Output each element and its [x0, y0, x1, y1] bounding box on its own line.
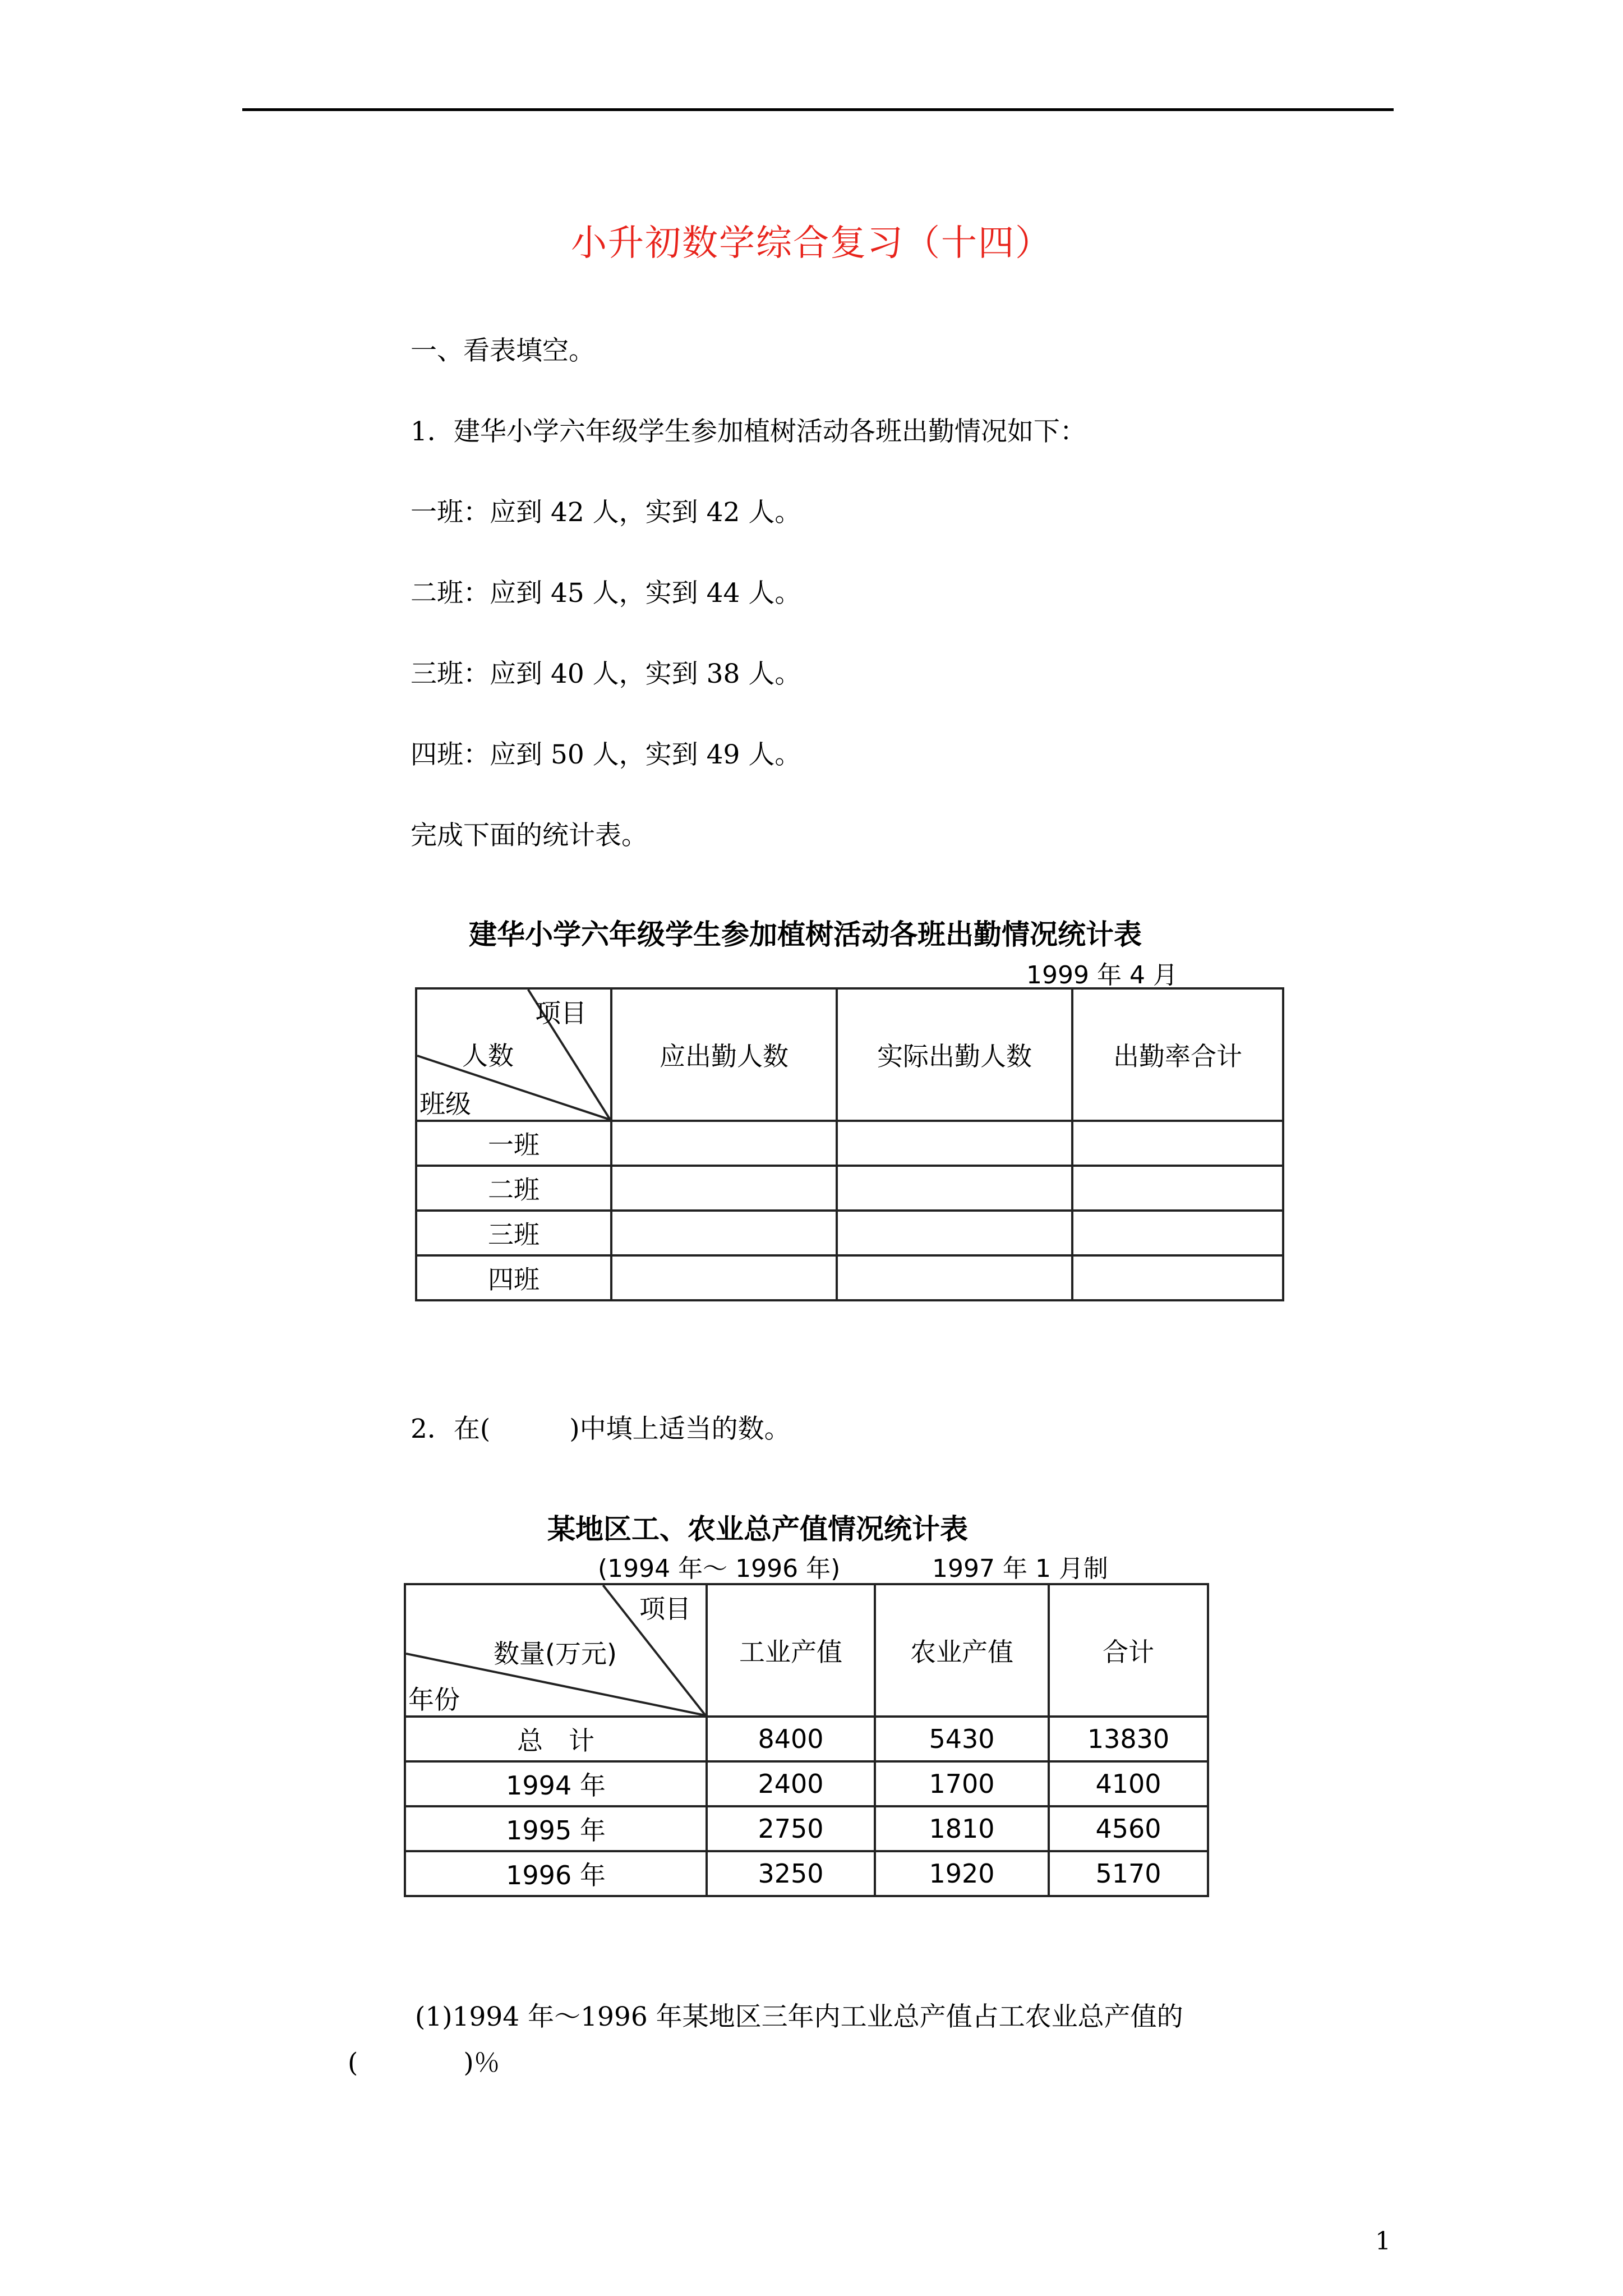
row-label: 总 计 [405, 1717, 707, 1761]
table-row [405, 1761, 1208, 1806]
page-title: 小升初数学综合复习（十四） [571, 223, 1052, 264]
table-cell: 1920 [875, 1851, 1049, 1896]
blank-cell[interactable] [837, 1166, 1072, 1211]
question-1-intro: 1．建华小学六年级学生参加植树活动各班出勤情况如下： [411, 416, 1086, 447]
sub-question-1: (1)1994 年～1996 年某地区三年内工业总产值占工农业总产值的 [415, 2001, 1183, 2032]
blank-cell[interactable] [611, 1121, 837, 1166]
table-2-range: (1994 年～ 1996 年) [598, 1554, 841, 1583]
row-label: 1995 年 [405, 1806, 707, 1851]
attendance-table [415, 987, 1284, 1301]
corner-label-middle: 数量(万元) [494, 1639, 617, 1669]
attendance-line: 四班：应到 50 人，实到 49 人。 [411, 739, 801, 770]
question-1-instruction: 完成下面的统计表。 [411, 820, 648, 851]
row-label: 二班 [416, 1166, 611, 1211]
table-1-caption: 建华小学六年级学生参加植树活动各班出勤情况统计表 [469, 918, 1142, 951]
table-2-caption: 某地区工、农业总产值情况统计表 [547, 1513, 968, 1545]
column-header: 工业产值 [707, 1584, 875, 1717]
column-header: 应出勤人数 [611, 988, 837, 1121]
blank-cell[interactable] [611, 1166, 837, 1211]
table-cell: 2750 [707, 1806, 875, 1851]
table-row [405, 1851, 1208, 1896]
sub-question-1-blank: ( )％ [348, 2047, 500, 2078]
section-heading: 一、看表填空。 [411, 335, 595, 366]
table-cell: 8400 [707, 1717, 875, 1761]
corner-label-top: 项目 [639, 1594, 691, 1624]
column-header: 实际出勤人数 [837, 988, 1072, 1121]
row-label: 一班 [416, 1121, 611, 1166]
page-number: 1 [1375, 2227, 1391, 2256]
row-label: 1996 年 [405, 1851, 707, 1896]
table-2-corner-cell [405, 1584, 707, 1717]
row-label: 三班 [416, 1211, 611, 1255]
blank-cell[interactable] [837, 1255, 1072, 1300]
output-value-table [404, 1583, 1209, 1897]
table-cell: 2400 [707, 1761, 875, 1806]
corner-label-top: 项目 [535, 998, 587, 1028]
corner-label-bottom: 班级 [419, 1089, 471, 1119]
table-cell: 1700 [875, 1761, 1049, 1806]
row-label: 1994 年 [405, 1761, 707, 1806]
table-cell: 5430 [875, 1717, 1049, 1761]
blank-cell[interactable] [837, 1211, 1072, 1255]
table-1-date: 1999 年 4 月 [1026, 961, 1178, 990]
table-row [416, 1255, 1283, 1300]
question-2-label: 2．在( )中填上适当的数。 [411, 1414, 791, 1444]
blank-cell[interactable] [837, 1121, 1072, 1166]
corner-label-bottom: 年份 [408, 1685, 460, 1715]
table-row [405, 1717, 1208, 1761]
table-row [416, 1166, 1283, 1211]
table-cell: 5170 [1049, 1851, 1208, 1896]
column-header: 合计 [1049, 1584, 1208, 1717]
attendance-line: 一班：应到 42 人，实到 42 人。 [411, 497, 801, 528]
table-cell: 4100 [1049, 1761, 1208, 1806]
row-label: 四班 [416, 1255, 611, 1300]
blank-cell[interactable] [1072, 1121, 1283, 1166]
table-row [416, 1211, 1283, 1255]
blank-cell[interactable] [1072, 1255, 1283, 1300]
header-rule [242, 108, 1394, 111]
column-header: 农业产值 [875, 1584, 1049, 1717]
column-header: 出勤率合计 [1072, 988, 1283, 1121]
table-1-corner-cell [416, 988, 611, 1121]
blank-cell[interactable] [611, 1255, 837, 1300]
corner-label-middle: 人数 [462, 1041, 514, 1071]
blank-cell[interactable] [1072, 1211, 1283, 1255]
blank-cell[interactable] [1072, 1166, 1283, 1211]
table-row [416, 1121, 1283, 1166]
table-row [405, 1806, 1208, 1851]
table-2-made-date: 1997 年 1 月制 [932, 1554, 1108, 1583]
blank-cell[interactable] [611, 1211, 837, 1255]
attendance-line: 二班：应到 45 人，实到 44 人。 [411, 578, 801, 609]
table-cell: 13830 [1049, 1717, 1208, 1761]
table-cell: 3250 [707, 1851, 875, 1896]
table-cell: 1810 [875, 1806, 1049, 1851]
attendance-line: 三班：应到 40 人，实到 38 人。 [411, 659, 801, 689]
table-cell: 4560 [1049, 1806, 1208, 1851]
